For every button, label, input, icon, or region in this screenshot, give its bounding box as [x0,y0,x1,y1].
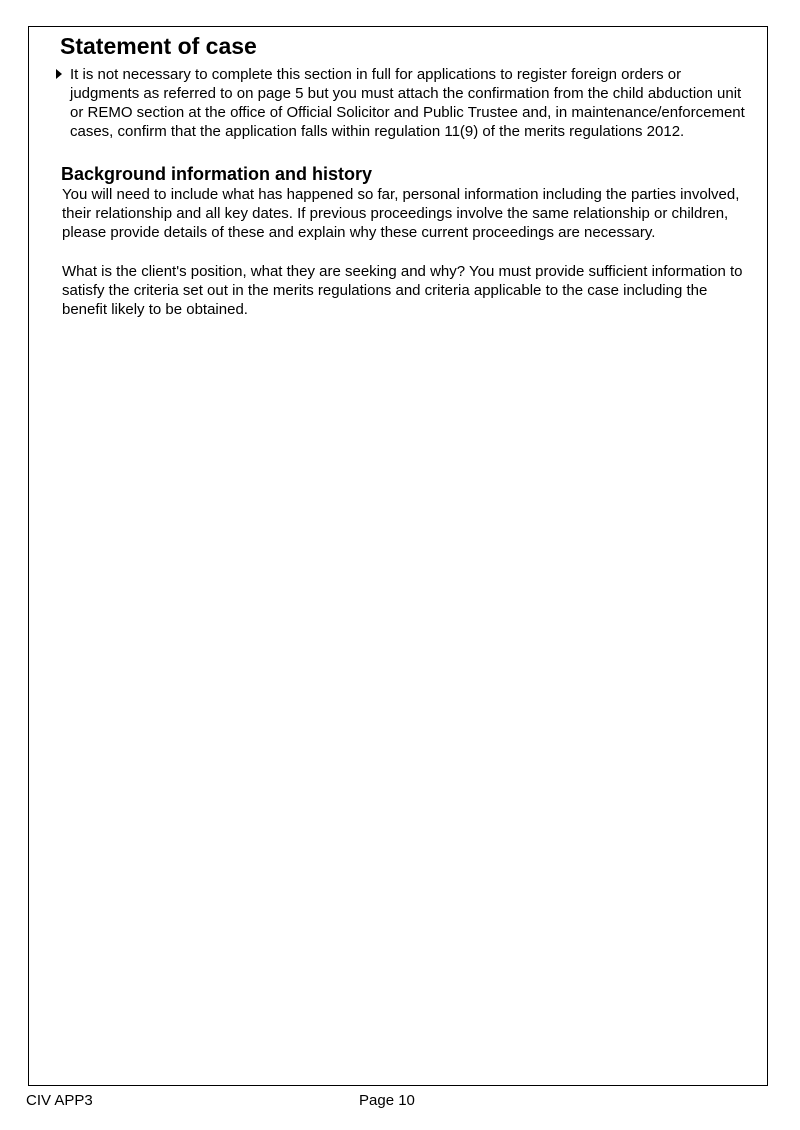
footer-form-code: CIV APP3 [26,1092,93,1109]
statement-answer-area[interactable] [49,327,749,1067]
page-frame [28,26,768,1086]
section-title: Statement of case [60,33,257,59]
instruction-note [56,65,746,141]
guidance-paragraph: What is the client's position, what they are seeking and why? You must provide sufficient information to satisfy the criteria set out in the merits regulations and criteria applicable to the case including the benefit likely to be obtained. [62,263,743,318]
guidance-paragraph: You will need to include what has happened so far, personal information including the parties involved, their relationship and all key dates. If previous proceedings involve the same relationship or children, please provide details of these and explain why these current proceedings are necessary. [62,186,740,241]
instruction-text: It is not necessary to complete this section in full for applications to register foreign orders or judgments as referred to on page 5 but you must attach the confirmation from the child abduction unit or REMO section at the office of Official Solicitor and Public Trustee and, in maintenance/enforcement cases, confirm that the application falls within regulation 11(9) of the merits regulations 2012. [70,66,745,140]
triangle-right-icon [56,69,62,79]
footer-page-number: Page 10 [359,1092,415,1109]
background-heading: Background information and history [61,164,373,184]
